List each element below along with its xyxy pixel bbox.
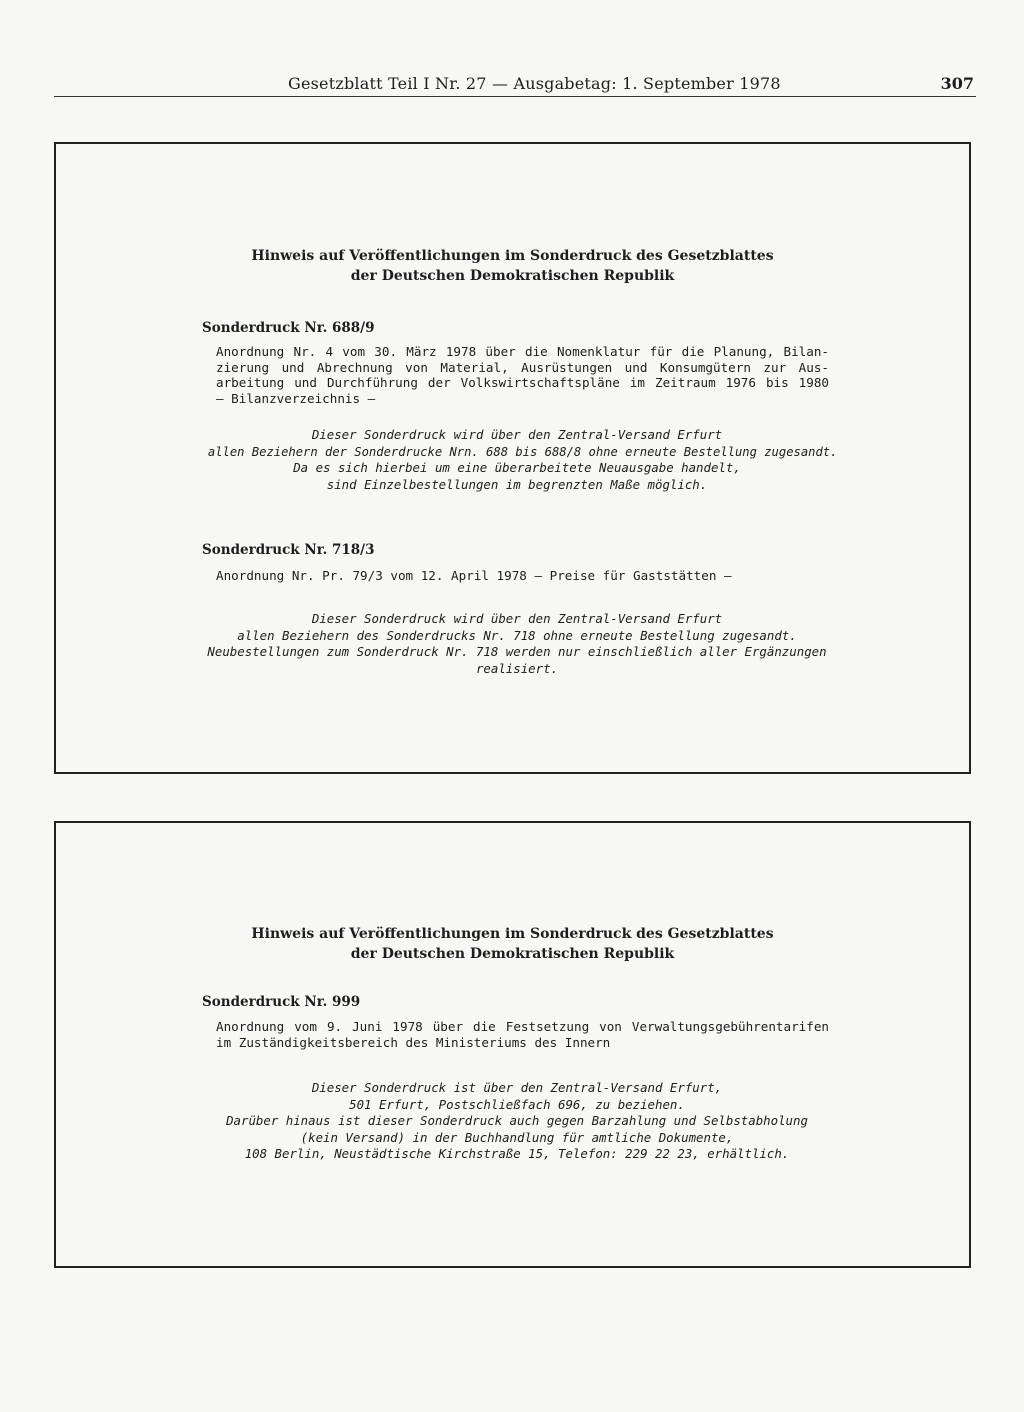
note-line: Dieser Sonderdruck ist über den Zentral-Versand Erfurt, bbox=[311, 1080, 723, 1095]
publication-note bbox=[202, 427, 838, 493]
page-header bbox=[54, 70, 976, 98]
publication-description bbox=[216, 1019, 829, 1050]
note-line: (kein Versand) in der Buchhandlung für amtliche Dokumente, bbox=[300, 1129, 734, 1145]
notice-heading bbox=[56, 246, 969, 286]
note-line: sind Einzelbestellungen im begrenzten Maße möglich. bbox=[326, 476, 708, 492]
notice-box-2 bbox=[54, 821, 971, 1268]
heading-line: der Deutschen Demokratischen Republik bbox=[350, 946, 675, 962]
header-title: Gesetzblatt Teil I Nr. 27 — Ausgabetag: 1. September 1978 bbox=[288, 74, 781, 93]
publication-description bbox=[216, 568, 829, 584]
description-line: im Zuständigkeitsbereich des Ministeriums des Innern bbox=[216, 1034, 611, 1050]
note-line: 501 Erfurt, Postschließfach 696, zu beziehen. bbox=[349, 1096, 685, 1112]
description-line: Anordnung Nr. Pr. 79/3 vom 12. April 1978 — Preise für Gaststätten — bbox=[216, 568, 732, 583]
note-line: allen Beziehern der Sonderdrucke Nrn. 688 bis 688/8 ohne erneute Bestellung zugesandt. bbox=[207, 443, 838, 459]
heading-line: Hinweis auf Veröffentlichungen im Sonderdruck des Gesetzblattes bbox=[251, 926, 774, 942]
description-line: — Bilanzverzeichnis — bbox=[216, 390, 376, 406]
description-line: Anordnung vom 9. Juni 1978 über die Festsetzung von Verwaltungsgebührentarifen bbox=[216, 1019, 829, 1034]
note-line: Dieser Sonderdruck wird über den Zentral-Versand Erfurt bbox=[311, 611, 723, 626]
page-number: 307 bbox=[940, 74, 974, 93]
description-line: arbeitung und Durchführung der Volkswirtschaftspläne im Zeitraum 1976 bis 1980 bbox=[216, 375, 829, 390]
header-rule bbox=[54, 96, 976, 97]
publication-title: Sonderdruck Nr. 718/3 bbox=[202, 542, 375, 558]
note-line: Da es sich hierbei um eine überarbeitete Neuausgabe handelt, bbox=[293, 460, 741, 475]
publication-note bbox=[202, 1080, 832, 1163]
description-line: zierung und Abrechnung von Material, Ausrüstungen und Konsumgütern zur Aus- bbox=[216, 359, 829, 375]
publication-description bbox=[216, 344, 829, 406]
note-line: 108 Berlin, Neustädtische Kirchstraße 15, Telefon: 229 22 23, erhältlich. bbox=[244, 1146, 790, 1161]
note-line: allen Beziehern des Sonderdrucks Nr. 718 ohne erneute Bestellung zugesandt. bbox=[237, 627, 797, 643]
heading-line: Hinweis auf Veröffentlichungen im Sonderdruck des Gesetzblattes bbox=[251, 248, 774, 264]
note-line: Darüber hinaus ist dieser Sonderdruck auch gegen Barzahlung und Selbstabholung bbox=[226, 1113, 808, 1128]
description-line: Anordnung Nr. 4 vom 30. März 1978 über die Nomenklatur für die Planung, Bilan- bbox=[216, 344, 829, 359]
notice-heading bbox=[56, 924, 969, 964]
publication-title: Sonderdruck Nr. 688/9 bbox=[202, 320, 375, 336]
heading-line: der Deutschen Demokratischen Republik bbox=[350, 268, 675, 284]
publication-note bbox=[202, 611, 832, 677]
note-line: Dieser Sonderdruck wird über den Zentral-Versand Erfurt bbox=[311, 427, 723, 442]
publication-title: Sonderdruck Nr. 999 bbox=[202, 994, 361, 1010]
notice-box-1 bbox=[54, 142, 971, 774]
note-line: realisiert. bbox=[475, 660, 559, 676]
note-line: Neubestellungen zum Sonderdruck Nr. 718 werden nur einschließlich aller Ergänzungen bbox=[207, 644, 827, 659]
